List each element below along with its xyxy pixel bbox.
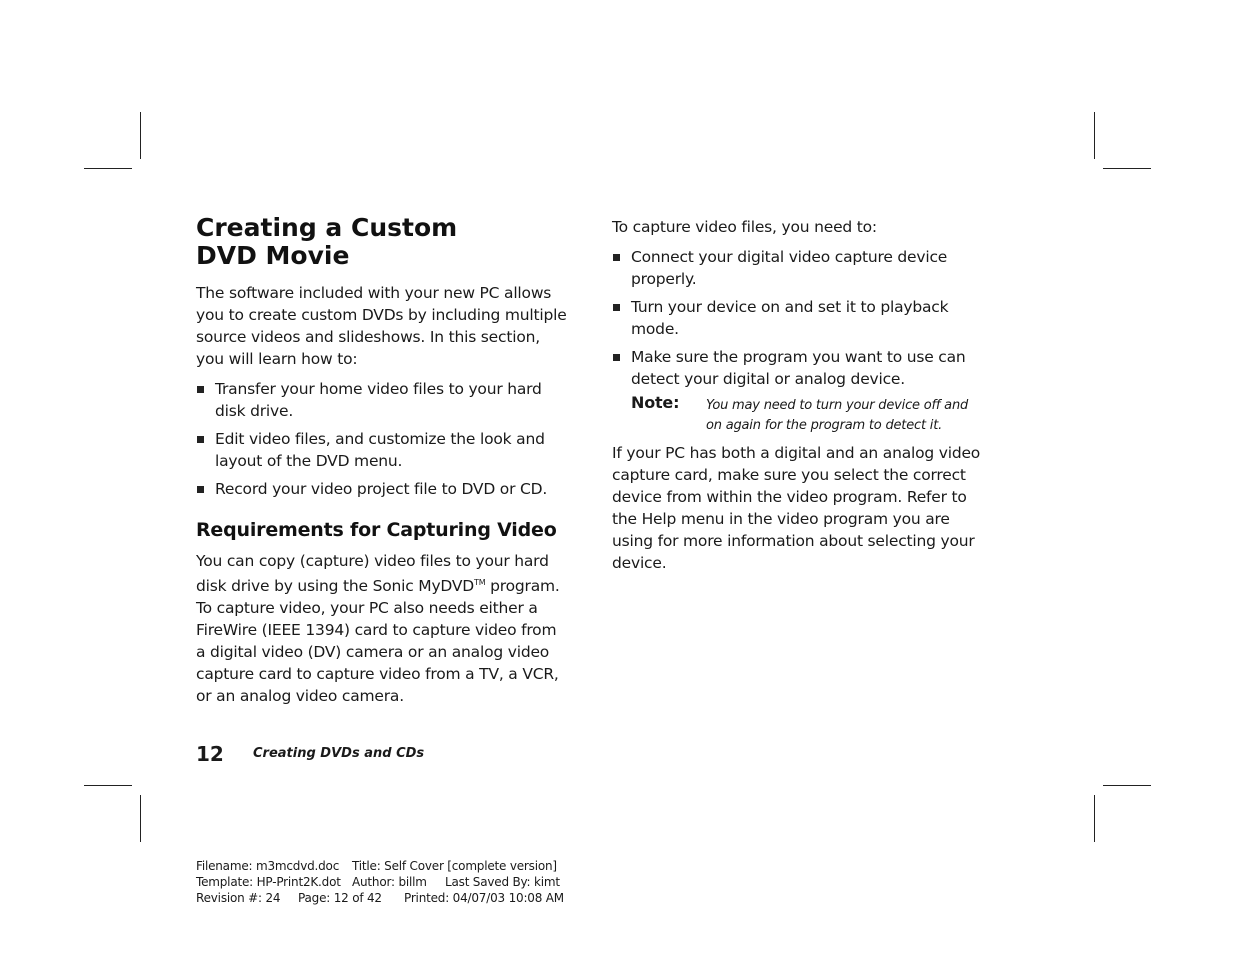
square-bullet-icon [613, 254, 620, 261]
capture-bullet-list [612, 246, 984, 390]
file-info-printed: Printed: 04/07/03 10:08 AM [404, 891, 564, 905]
square-bullet-icon [197, 386, 204, 393]
file-info-page: Page: 12 of 42 [298, 891, 382, 905]
file-info-template: Template: HP-Print2K.dot [196, 875, 341, 889]
list-item [612, 346, 984, 390]
crop-mark-bottom-left-horizontal [84, 785, 132, 786]
closing-paragraph: If your PC has both a digital and an analog video capture card, make sure you select the correct device from within the video program. Refer to the Help menu in the video program you are using for more information about selecting your device. [612, 444, 981, 572]
crop-mark-top-left-horizontal [84, 168, 132, 169]
list-item-text: Turn your device on and set it to playback mode. [631, 298, 949, 338]
capture-lead: To capture video files, you need to: [612, 218, 877, 236]
page-title-line-1: Creating a Custom [196, 213, 458, 242]
square-bullet-icon [613, 304, 620, 311]
trademark-symbol: TM [474, 578, 486, 587]
page-title-line-2: DVD Movie [196, 241, 350, 270]
square-bullet-icon [197, 436, 204, 443]
file-info-last-saved: Last Saved By: kimt [445, 875, 560, 889]
list-item-text: Connect your digital video capture device properly. [631, 248, 948, 288]
left-column [196, 214, 568, 715]
file-info-title: Title: Self Cover [complete version] [352, 859, 557, 873]
note-label: Note: [631, 393, 680, 412]
file-info-filename: Filename: m3mcdvd.doc [196, 859, 340, 873]
file-info-revision: Revision #: 24 [196, 891, 281, 905]
note-block [631, 393, 984, 436]
square-bullet-icon [613, 354, 620, 361]
list-item [196, 478, 568, 500]
list-item [196, 428, 568, 472]
crop-mark-bottom-right-vertical [1094, 795, 1095, 842]
list-item [196, 378, 568, 422]
page-number: 12 [196, 742, 224, 766]
list-item-text: Make sure the program you want to use can detect your digital or analog device. [631, 348, 966, 388]
crop-mark-top-right-horizontal [1103, 168, 1151, 169]
list-item-text: Record your video project file to DVD or CD. [215, 480, 548, 498]
intro-paragraph: The software included with your new PC allows you to create custom DVDs by including multiple source videos and slideshows. In this section, you will learn how to: [196, 284, 567, 368]
intro-bullet-list [196, 378, 568, 500]
footer-section-title: Creating DVDs and CDs [253, 746, 425, 761]
requirements-paragraph [196, 550, 568, 707]
requirements-text-part-1: You can copy (capture) video files to your hard disk drive by using the Sonic MyDVD [196, 552, 549, 595]
page-title [196, 214, 568, 270]
crop-mark-bottom-right-horizontal [1103, 785, 1151, 786]
note-text: You may need to turn your device off and on again for the program to detect it. [706, 398, 969, 433]
crop-mark-top-right-vertical [1094, 112, 1095, 159]
file-info-author: Author: billm [352, 875, 427, 889]
list-item-text: Transfer your home video files to your hard disk drive. [215, 380, 542, 420]
list-item [612, 296, 984, 340]
crop-mark-top-left-vertical [140, 112, 141, 159]
crop-mark-bottom-left-vertical [140, 795, 141, 842]
requirements-heading: Requirements for Capturing Video [196, 519, 557, 541]
list-item-text: Edit video files, and customize the look and layout of the DVD menu. [215, 430, 545, 470]
requirements-text-part-2: program. To capture video, your PC also needs either a FireWire (IEEE 1394) card to capture video from a digital video (DV) camera or an analog video capture card to capture video from a TV, a VCR, or an analog video camera. [196, 577, 560, 705]
square-bullet-icon [197, 486, 204, 493]
list-item [612, 246, 984, 290]
right-column [612, 216, 984, 582]
